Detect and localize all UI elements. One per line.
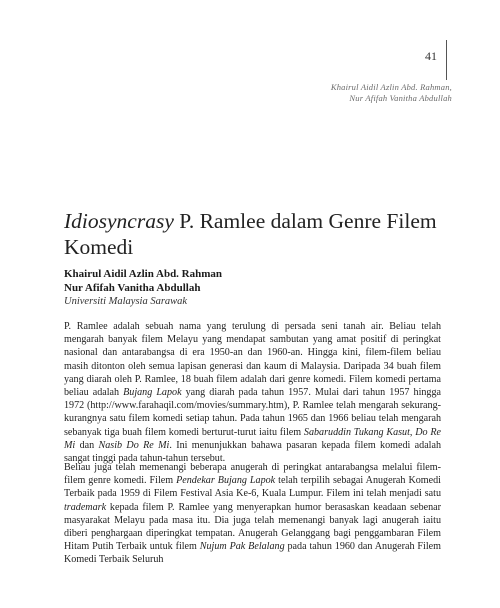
italic-run: Nasib Do Re Mi bbox=[98, 439, 170, 451]
italic-run: Sabaruddin Tukang Kasut bbox=[303, 426, 410, 438]
text-run: . Ini menunjukkan bahawa pasaran kepada filem komedi adalah sangat tinggi pada tahun-tahun tersebut. bbox=[64, 439, 442, 465]
text-run: , bbox=[409, 426, 416, 438]
italic-run: Pendekar Bujang Lapok bbox=[176, 475, 276, 487]
title-italic: Idiosyncrasy bbox=[64, 209, 174, 233]
text-run: P. Ramlee adalah sebuah nama yang terulung di persada seni tanah air. Beliau telah mengarah banyak filem Melayu yang mendapat sambutan yang amat positif di peringkat nasional dan antarabangsa di era 1950-an dan 1960-an. Hingga kini, filem-filem beliau masih ditonton oleh semua lapisan generasi dan kaum di Malaysia. Daripada 34 buah filem yang diarah oleh P. Ramlee, 18 buah filem adalah dari genre komedi. Filem komedi pertama beliau adalah bbox=[64, 321, 441, 399]
header-rule bbox=[446, 40, 447, 80]
italic-run: Bujang Lapok bbox=[123, 387, 182, 399]
text-run: kepada filem P. Ramlee yang menyerapkan humor berasaskan keadaan sebenar masyarakat Melayu pada masa itu. Dia juga telah memenangi banyak lagi anugerah iaitu diberi penghargaan diperingkat tempatan. Anugerah Gelanggang bagi penggambaran Filem Hitam Putih Terbaik untuk filem bbox=[64, 501, 441, 553]
running-head bbox=[331, 82, 452, 104]
author-name: Nur Afifah Vanitha Abdullah bbox=[64, 281, 201, 294]
italic-run: Nujum Pak Belalang bbox=[199, 541, 285, 553]
italic-run: Do Re Mi bbox=[64, 426, 442, 451]
text-run: telah terpilih sebagai Anugerah Komedi Terbaik pada 1959 di Filem Festival Asia Ke-6, Kuala Lumpur. Filem ini telah menjadi satu bbox=[64, 475, 441, 500]
running-head-line: Khairul Aidil Azlin Abd. Rahman, bbox=[330, 82, 452, 92]
author-name: Khairul Aidil Azlin Abd. Rahman bbox=[64, 268, 223, 280]
text-run: dan bbox=[75, 439, 99, 451]
running-head-line: Nur Afifah Vanitha Abdullah bbox=[349, 93, 452, 103]
text-run: pada tahun 1960 dan Anugerah Filem Komedi Terbaik Seluruh bbox=[64, 541, 441, 566]
article-title bbox=[64, 208, 444, 260]
body-paragraph bbox=[64, 320, 441, 465]
text-run: Beliau juga telah memenangi beberapa anugerah di peringkat antarabangsa melalui filem-filem genre komedi. Filem bbox=[64, 462, 441, 487]
page-number: 41 bbox=[425, 49, 437, 63]
body-paragraph bbox=[64, 461, 441, 567]
title-rest: P. Ramlee dalam Genre Filem Komedi bbox=[64, 209, 437, 259]
affiliation: Universiti Malaysia Sarawak bbox=[64, 296, 188, 307]
author-block bbox=[64, 268, 222, 309]
italic-run: trademark bbox=[64, 501, 107, 513]
text-run: yang diarah pada tahun 1957. Mulai dari tahun 1957 hingga 1972 (http://www.farahaqil.com/movies/summary.htm), P. Ramlee telah mengarah sekurang-kurangnya satu filem komedi setiap tahun. Pada tahun 1965 dan 1966 beliau telah mengarah sebanyak tiga buah filem komedi berturut-turut iaitu filem bbox=[64, 387, 441, 438]
